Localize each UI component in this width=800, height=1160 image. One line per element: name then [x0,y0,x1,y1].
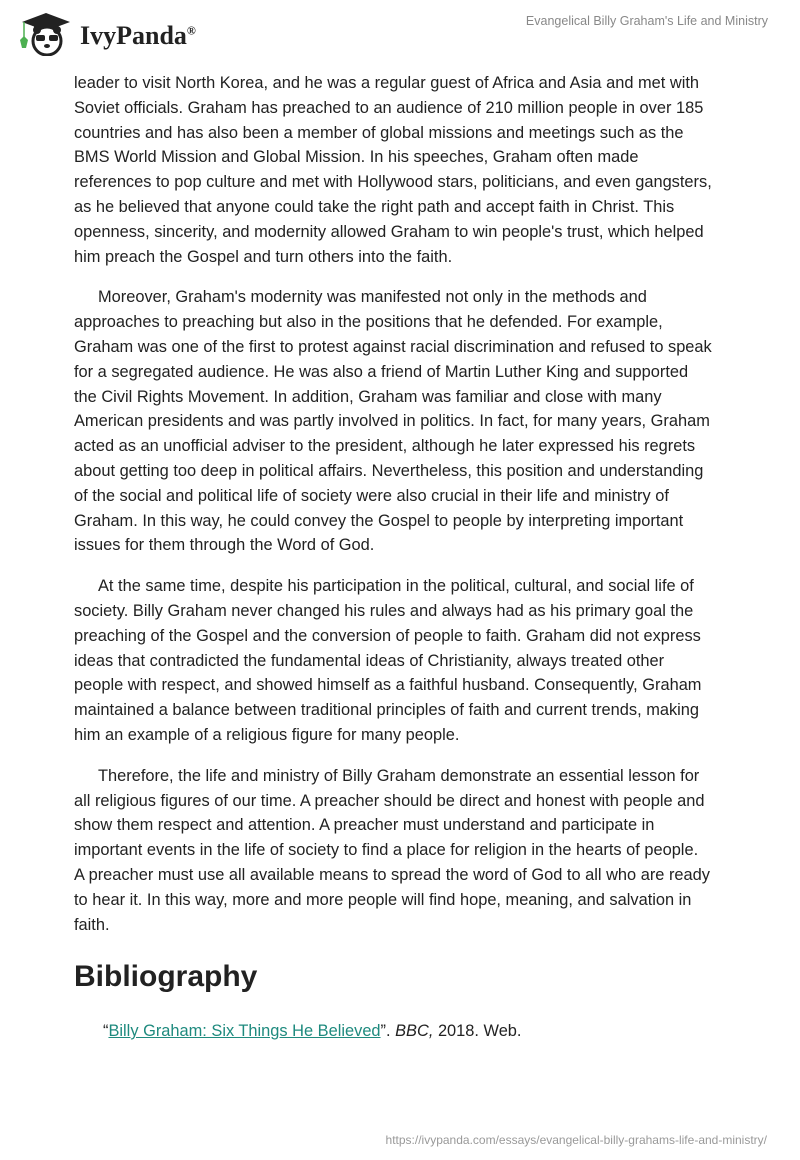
text-line: people with respect, and showed himself as a faithful husband. Consequently, Graham [74,676,702,695]
text-line: ideas that contradicted the fundamental ideas of Christianity, always treated other [74,651,665,670]
text-line: him preach the Gospel and turn others into the faith. [74,247,453,266]
text-line: Moreover, Graham's modernity was manifested not only in the methods and [98,288,647,307]
text-line: acted as an unofficial adviser to the president, although he later expressed his regrets [74,437,696,456]
ivypanda-logo[interactable] [18,10,196,56]
text-line: Therefore, the life and ministry of Billy Graham demonstrate an essential lesson for [98,766,700,785]
text-line: At the same time, despite his participation in the political, cultural, and social life of [98,577,694,596]
text-line: for a segregated audience. He was also a friend of Martin Luther King and supported [74,362,689,381]
text-line: approaches to preaching but also in the positions that he defended. For example, [74,313,663,332]
text-line: to hear it. In this way, more and more people will find hope, meaning, and salvation in [74,890,692,909]
text-line: countries and has also been a member of global missions and meetings such as the [74,123,684,142]
text-line: important events in the life of society to find a place for religion in the hearts of people. [74,841,699,860]
text-line: issues for them through the Word of God. [74,536,375,555]
text-line: Graham was one of the first to protest against racial discrimination and refused to speak [74,337,712,356]
text-line: society. Billy Graham never changed his rules and always had as his primary goal the [74,601,694,620]
text-line: him an example of a religious figure for many people. [74,725,460,744]
paragraph [74,764,734,938]
logo-text: IvyPanda® [80,21,196,50]
paragraph [74,71,734,269]
text-line: about getting too deep in political affairs. Nevertheless, this position and understanding [74,461,704,480]
text-line: American presidents and was partly involved in politics. In fact, for many years, Graham [74,412,710,431]
source-name: BBC, [395,1022,434,1040]
text-line: Graham. In this way, he could convey the Gospel to people by interpreting important [74,511,684,530]
bibliography-entry [103,1022,521,1041]
paragraph [74,574,734,748]
text-line: BMS World Mission and Global Mission. In his speeches, Graham often made [74,148,639,167]
paragraph [74,285,734,558]
text-line: the Civil Rights Movement. In addition, Graham was familiar and close with many [74,387,662,406]
text-line: openness, sincerity, and modernity allowed Graham to win people's trust, which helped [74,222,704,241]
text-line: as he believed that anyone could take the right path and accept faith in Christ. This [74,197,675,216]
footer-url: https://ivypanda.com/essays/evangelical-billy-grahams-life-and-ministry/ [385,1133,767,1147]
text-line: preaching of the Gospel and the conversion of people to faith. Graham did not express [74,626,701,645]
text-line: show them respect and attention. A preacher must understand and participate in [74,816,655,835]
text-line: faith. [74,915,110,934]
text-line: leader to visit North Korea, and he was a regular guest of Africa and Asia and met with [74,74,700,92]
text-line: references to pop culture and met with Hollywood stars, politicians, and even gangsters, [74,173,712,192]
text-line: A preacher must use all available means to spread the word of God to all who are ready [74,865,710,884]
open-quote: “ [103,1022,109,1040]
bibliography-link[interactable]: Billy Graham: Six Things He Believed [108,1022,381,1040]
page-header [0,0,800,60]
essay-body [74,71,734,953]
document-title: Evangelical Billy Graham's Life and Ministry [525,14,768,28]
text-line: maintained a balance between traditional principles of faith and current trends, making [74,701,700,720]
text-line: all religious figures of our time. A preacher should be direct and honest with people and [74,791,705,810]
text-line: of the social and political life of society were also crucial in their life and ministry of [74,486,669,505]
citation-rest: 2018. Web. [433,1022,522,1040]
bibliography-heading: Bibliography [74,960,258,993]
close-quote: ”. [380,1022,396,1040]
panda-graduate-icon [18,10,74,56]
text-line: Soviet officials. Graham has preached to an audience of 210 million people in over 185 [74,98,704,117]
